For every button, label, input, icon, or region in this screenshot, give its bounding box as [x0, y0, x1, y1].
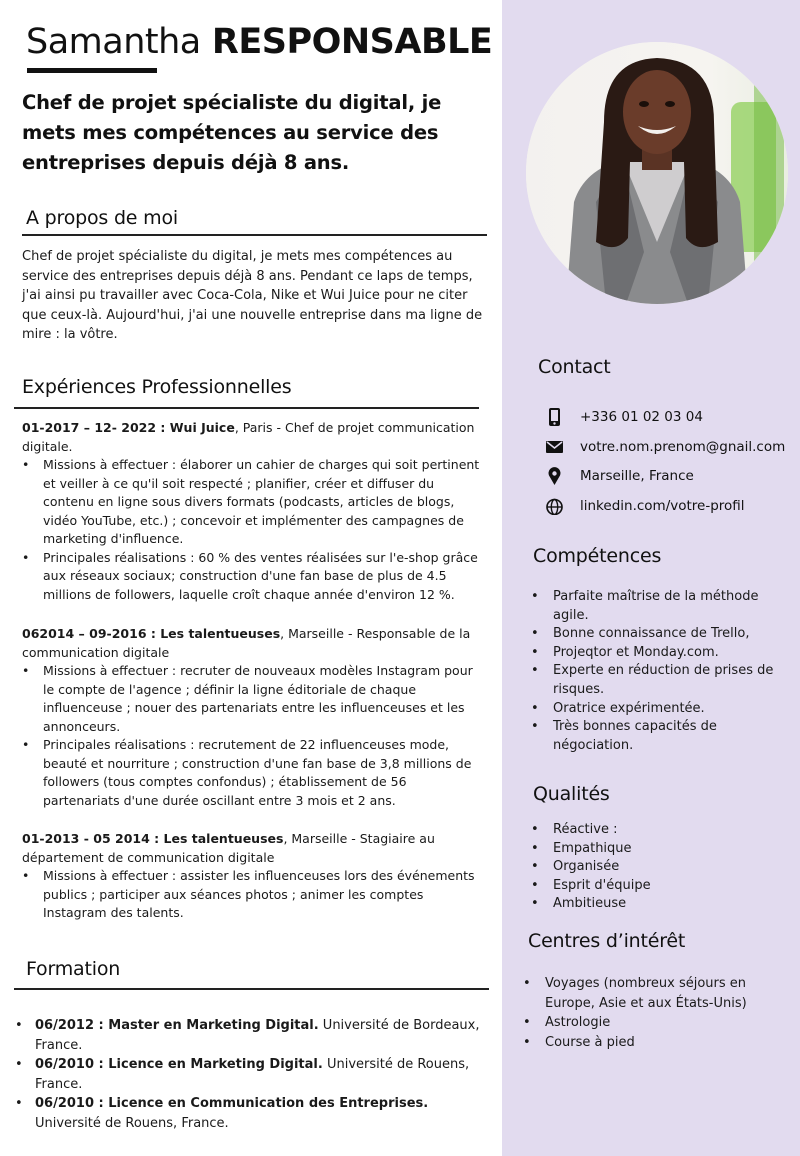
skill-item: • Projeqtor et Monday.com.	[531, 644, 776, 663]
quality-item: • Esprit d'équipe	[531, 877, 776, 896]
education-item	[14, 1016, 484, 1055]
job-bullet: • Missions à effectuer : recruter de nouveaux modèles Instagram pour le compte de l'agence ; définir la ligne éditoriale de chaque influenceuse ; nouer des partenariats entre les influenceuses et les annonceurs.	[22, 662, 484, 736]
education-item	[14, 1094, 484, 1133]
qualities-list	[531, 821, 776, 914]
phone-text: +336 01 02 03 04	[580, 409, 703, 425]
about-text: Chef de projet spécialiste du digital, je mets mes compétences au service des entreprises depuis déjà 8 ans. Pendant ce laps de temps, j'ai ainsi pu travailler avec Coca-Cola, Nike et Wui Juice pour ne citer que ceux-là. Aujourd'hui, j'ai une nouvelle entreprise dans ma ligne de mire : la vôtre.	[22, 249, 483, 342]
portrait-illustration	[526, 42, 788, 304]
job-dates: 01-2013 - 05 2014 :	[22, 831, 164, 846]
degree: 06/2010 : Licence en Communication des Entreprises.	[35, 1096, 429, 1111]
qualities-title: Qualités	[533, 783, 610, 805]
headline: Chef de projet spécialiste du digital, je mets mes compétences au service des entreprises depuis déjà 8 ans.	[22, 91, 442, 174]
job-entry	[22, 625, 484, 810]
degree: 06/2012 : Master en Marketing Digital.	[35, 1018, 319, 1033]
job-role: , Paris - Chef de projet communication digitale.	[22, 420, 475, 454]
job-header	[22, 625, 484, 662]
skills-title: Compétences	[533, 545, 662, 567]
interests-list	[523, 974, 768, 1052]
phone-icon	[545, 408, 565, 426]
candidate-name	[26, 20, 492, 64]
school: Université de Bordeaux, France.	[35, 1018, 480, 1053]
job-dates: 01-2017 – 12- 2022 :	[22, 420, 170, 435]
degree: 06/2010 : Licence en Marketing Digital.	[35, 1057, 323, 1072]
last-name: RESPONSABLE	[211, 22, 493, 62]
about-title: A propos de moi	[26, 207, 178, 229]
location-pin-icon	[545, 467, 565, 485]
interests-title: Centres d’intérêt	[528, 930, 686, 952]
job-company: Les talentueuses	[163, 831, 284, 846]
job-header	[22, 830, 484, 867]
skill-item: • Parfaite maîtrise de la méthode agile.	[531, 588, 776, 625]
email-link[interactable]: votre.nom.prenom@gnail.com	[580, 439, 786, 455]
quality-item: • Ambitieuse	[531, 895, 776, 914]
skill-item: • Oratrice expérimentée.	[531, 700, 776, 719]
name-underline	[27, 68, 157, 73]
job-bullet: • Principales réalisations : recrutement de 22 influenceuses mode, beauté et nourriture ; construction d'une fan base de 3,8 millions de followers (tous comptes confondus) ; établissement de 56 partenariats d'une durée oscillant entre 3 mois et 2 ans.	[22, 736, 484, 810]
about-rule	[22, 234, 487, 236]
job-bullet: • Missions à effectuer : assister les influenceuses lors des événements publics ; participer aux séances photos ; animer les comptes Instagram des talents.	[22, 867, 484, 923]
quality-item: • Organisée	[531, 858, 776, 877]
globe-icon	[545, 497, 565, 515]
linkedin-link[interactable]: linkedin.com/votre-profil	[580, 498, 745, 514]
job-dates: 062014 – 09-2016 :	[22, 626, 161, 641]
job-company: Les talentueuses	[160, 626, 281, 641]
education-rule	[14, 988, 489, 990]
education-list	[14, 1016, 484, 1133]
contact-title: Contact	[538, 356, 611, 378]
school: Université de Rouens, France.	[35, 1115, 229, 1131]
job-header	[22, 419, 484, 456]
mail-icon	[545, 438, 565, 456]
city-text: Marseille, France	[580, 468, 694, 484]
experience-rule	[14, 407, 479, 409]
job-company: Wui Juice	[169, 420, 235, 435]
job-role: , Marseille - Responsable de la communication digitale	[22, 626, 471, 660]
quality-item: • Réactive :	[531, 821, 776, 840]
first-name: Samantha	[26, 22, 201, 62]
school: Université de Rouens, France.	[35, 1057, 470, 1092]
skill-item: • Bonne connaissance de Trello,	[531, 625, 776, 644]
job-bullet: • Principales réalisations : 60 % des ventes réalisées sur l'e-shop grâce aux réseaux sociaux; construction d'une fan base de plus de 4.5 millions de followers, laquelle croît chaque année d'environ 12 %.	[22, 549, 484, 605]
experience-title: Expériences Professionnelles	[22, 376, 292, 398]
interest-item: • Voyages (nombreux séjours en Europe, Asie et aux États-Unis)	[523, 974, 768, 1013]
job-role: , Marseille - Stagiaire au département de communication digitale	[22, 831, 435, 865]
interest-item: • Astrologie	[523, 1013, 768, 1033]
interest-item: • Course à pied	[523, 1033, 768, 1053]
skill-item: • Très bonnes capacités de négociation.	[531, 718, 776, 755]
quality-item: • Empathique	[531, 840, 776, 859]
education-item	[14, 1055, 484, 1094]
skill-item: • Experte en réduction de prises de risques.	[531, 662, 776, 699]
profile-photo	[526, 42, 788, 304]
job-entry	[22, 830, 484, 923]
job-bullet: • Missions à effectuer : élaborer un cahier de charges qui soit pertinent et veiller à ce qu'il soit respecté ; planifier, créer et diffuser du contenu en ligne sous divers formats (podcasts, articles de blogs, vidéo YouTube, etc.) ; concevoir et implémenter des campagnes de marketing d'influence.	[22, 456, 484, 549]
job-entry	[22, 419, 484, 604]
education-title: Formation	[26, 958, 121, 980]
skills-list	[531, 588, 776, 755]
